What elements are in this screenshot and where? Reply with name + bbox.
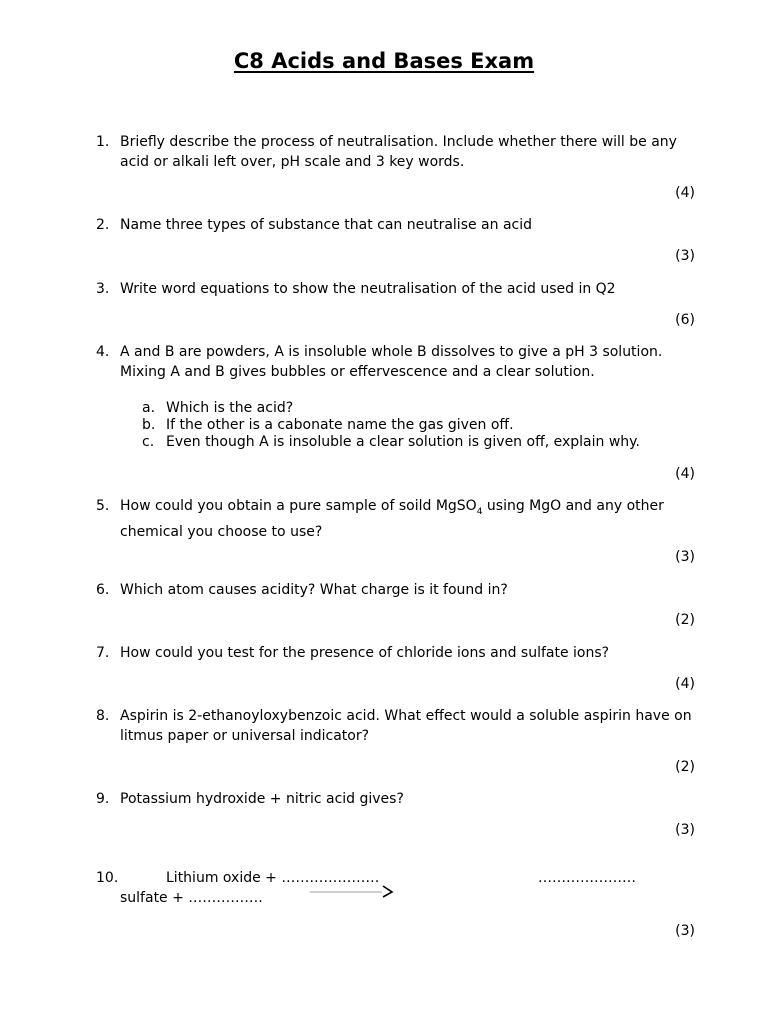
marks-1: (4) — [675, 185, 695, 201]
reaction-arrow-icon — [308, 884, 398, 898]
marks-7: (4) — [675, 676, 695, 692]
question-number: 2. — [96, 217, 110, 233]
marks-8: (2) — [675, 759, 695, 775]
question-10-continuation: sulfate + ……………. — [120, 890, 263, 906]
question-5 — [96, 496, 696, 542]
question-4-part-a — [142, 400, 293, 417]
marks-10: (3) — [675, 923, 695, 939]
marks-9: (3) — [675, 822, 695, 838]
marks-2: (3) — [675, 248, 695, 264]
question-number: 5. — [96, 498, 110, 514]
question-10-number: 10. — [96, 870, 119, 886]
question-4 — [96, 342, 696, 382]
part-text: Which is the acid? — [166, 400, 294, 416]
question-9 — [96, 789, 696, 809]
question-number: 4. — [96, 344, 110, 360]
question-4-part-b — [142, 417, 514, 434]
question-number: 6. — [96, 582, 110, 598]
question-2 — [96, 215, 696, 235]
question-8 — [96, 706, 696, 746]
part-text: Even though A is insoluble a clear solution is given off, explain why. — [166, 434, 640, 450]
question-number: 3. — [96, 281, 110, 297]
question-text — [96, 496, 696, 542]
question-text: Aspirin is 2-ethanoyloxybenzoic acid. What effect would a soluble aspirin have on litmus paper or universal indicator? — [120, 708, 692, 744]
exam-title: C8 Acids and Bases Exam — [233, 49, 535, 73]
question-10-reactant: Lithium oxide + ………………… — [166, 870, 380, 886]
question-text: Briefly describe the process of neutralisation. Include whether there will be any acid or alkali left over, pH scale and 3 key words. — [120, 134, 677, 170]
part-label: a. — [142, 400, 156, 416]
question-4-part-c — [142, 434, 640, 451]
question-10-product: ………………… — [538, 870, 636, 886]
question-1 — [96, 132, 696, 172]
part-label: c. — [142, 434, 155, 450]
question-text-start: How could you obtain a pure sample of soild MgSO — [120, 498, 477, 514]
marks-5: (3) — [675, 549, 695, 565]
question-text: A and B are powders, A is insoluble whole B dissolves to give a pH 3 solution. Mixing A and B gives bubbles or effervescence and a clear solution. — [120, 344, 663, 380]
question-text: Potassium hydroxide + nitric acid gives? — [120, 791, 404, 807]
question-3 — [96, 279, 696, 299]
question-text-end: using MgO and any other chemical you choose to use? — [120, 498, 664, 540]
question-text: Which atom causes acidity? What charge is it found in? — [120, 582, 508, 598]
question-text: Write word equations to show the neutralisation of the acid used in Q2 — [120, 281, 616, 297]
question-number: 9. — [96, 791, 110, 807]
marks-3: (6) — [675, 312, 695, 328]
question-7 — [96, 643, 696, 663]
marks-6: (2) — [675, 612, 695, 628]
part-label: b. — [142, 417, 156, 433]
part-text: If the other is a cabonate name the gas given off. — [166, 417, 514, 433]
question-text: Name three types of substance that can neutralise an acid — [120, 217, 533, 233]
question-6 — [96, 580, 696, 600]
question-number: 7. — [96, 645, 110, 661]
marks-4: (4) — [675, 466, 695, 482]
question-text: How could you test for the presence of chloride ions and sulfate ions? — [120, 645, 610, 661]
subscript-4: 4 — [476, 506, 483, 517]
question-number: 1. — [96, 134, 110, 150]
question-number: 8. — [96, 708, 110, 724]
